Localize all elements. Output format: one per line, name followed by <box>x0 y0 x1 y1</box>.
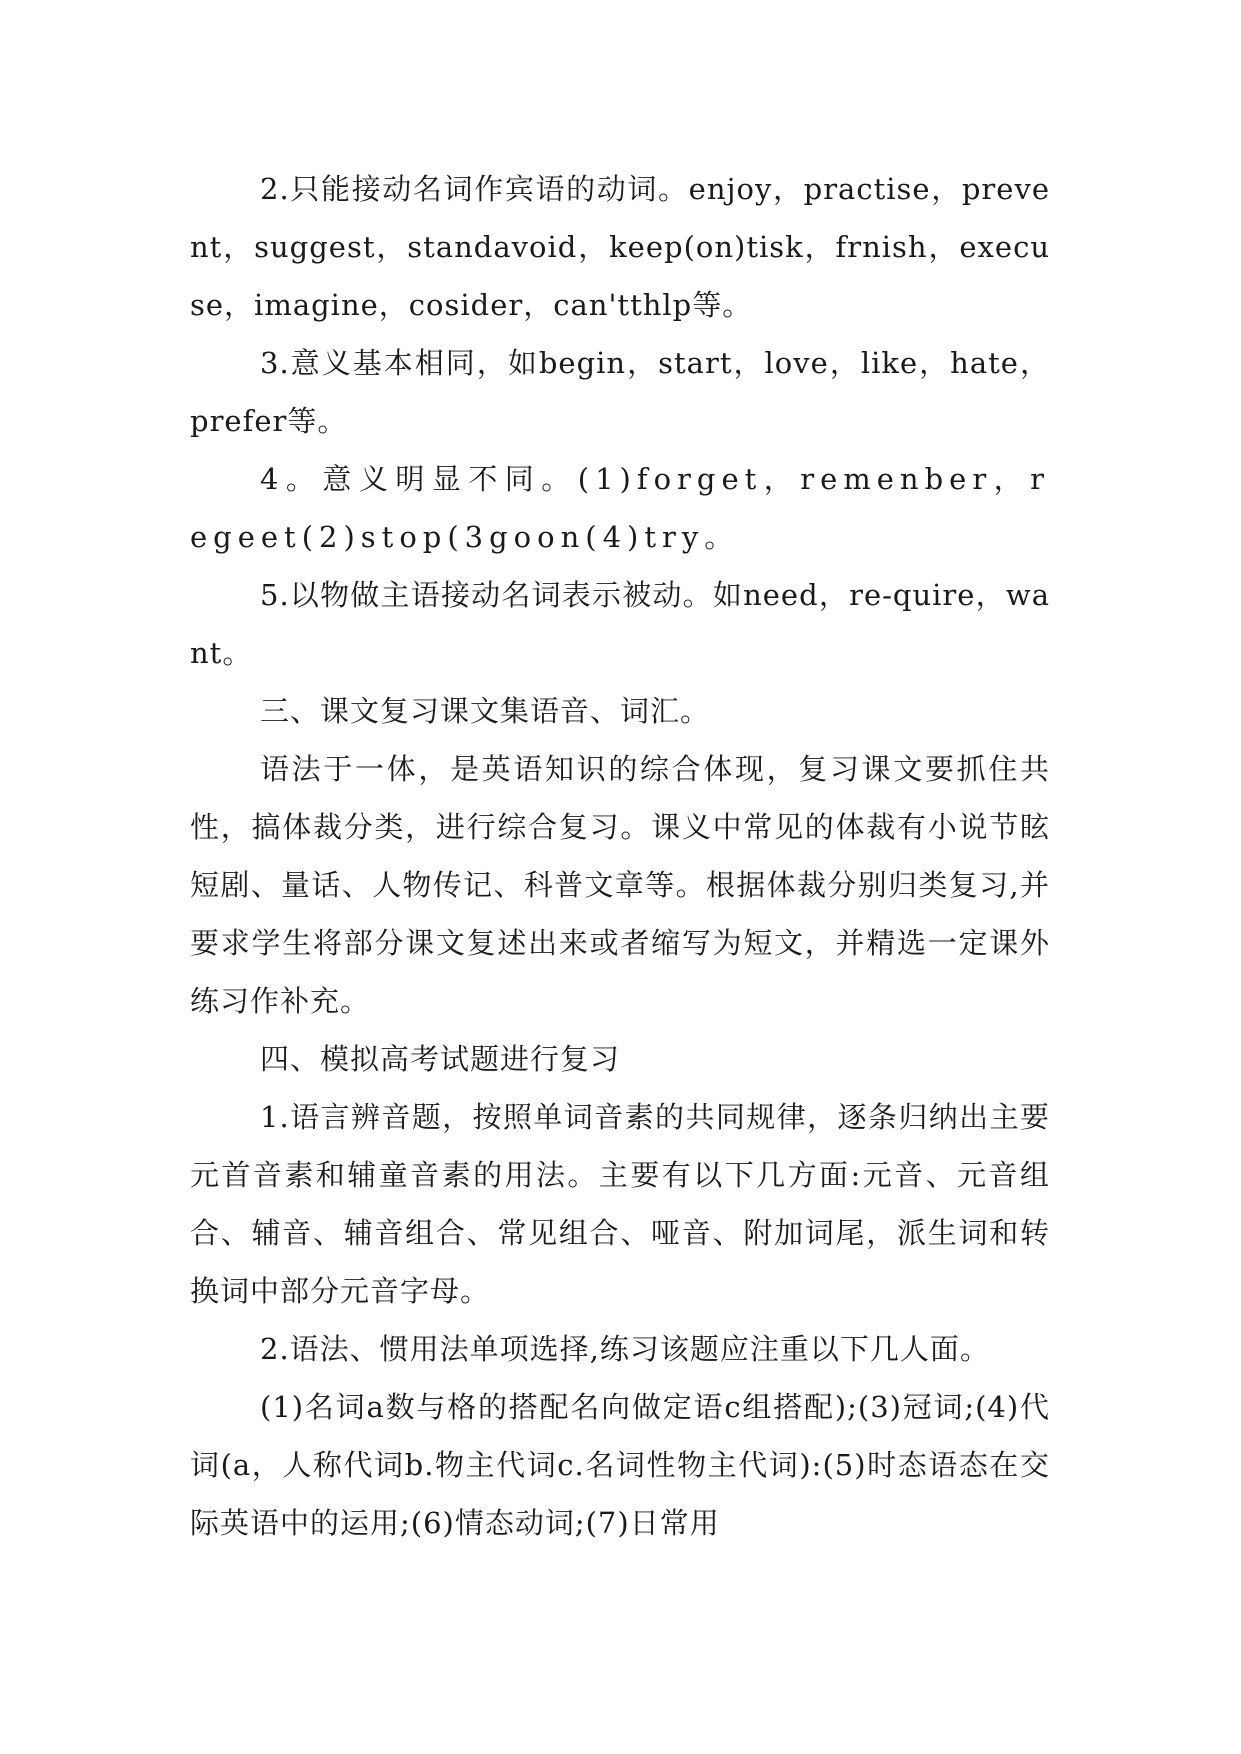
paragraph-grammar-items: (1)名词a数与格的搭配名向做定语c组搭配);(3)冠词;(4)代词(a，人称代词b.物主代词c.名词性物主代词):(5)时态语态在交际英语中的运用;(6)情态动词;(7)日常用 <box>190 1390 1050 1540</box>
paragraph-phonetics: 1.语言辨音题，按照单词音素的共同规律，逐条归纳出主要元首音素和辅童音素的用法。主要有以下几方面:元音、元音组合、辅音、辅音组合、常见组合、哑音、附加词尾，派生词和转换词中部分元音字母。 <box>190 1100 1050 1308</box>
paragraph-gerund-only-verbs: 2.只能接动名词作宾语的动词。enjoy，practise，prevent，suggest，standavoid，keep(on)tisk，frnish，execuse，imagine，cosider，can'tthlp等。 <box>190 172 1050 322</box>
paragraph-same-meaning-verbs: 3.意义基本相同，如begin，start，love，like，hate，prefer等。 <box>190 346 1050 438</box>
paragraph-text-review: 语法于一体，是英语知识的综合体现，复习课文要抓住共性，搞体裁分类，进行综合复习。课义中常见的体裁有小说节眩短剧、量话、人物传记、科普文章等。根据体裁分别归类复习,并要求学生将部分课文复述出来或者缩写为短文，并精选一定课外练习作补充。 <box>190 752 1050 1018</box>
document-body <box>190 160 1050 1552</box>
section-heading-mock-exam: 四、模拟高考试题进行复习 <box>260 1042 621 1076</box>
paragraph-different-meaning-verbs: 4。意义明显不同。(1)forget，remenber，regeet(2)stop(3goon(4)try。 <box>190 462 1050 554</box>
section-heading-text-review: 三、课文复习课文集语音、词汇。 <box>260 694 711 728</box>
paragraph-grammar-choice: 2.语法、惯用法单项选择,练习该题应注重以下几人面。 <box>260 1332 990 1366</box>
paragraph-passive-gerund: 5.以物做主语接动名词表示被动。如need，re-quire，want。 <box>190 578 1050 670</box>
